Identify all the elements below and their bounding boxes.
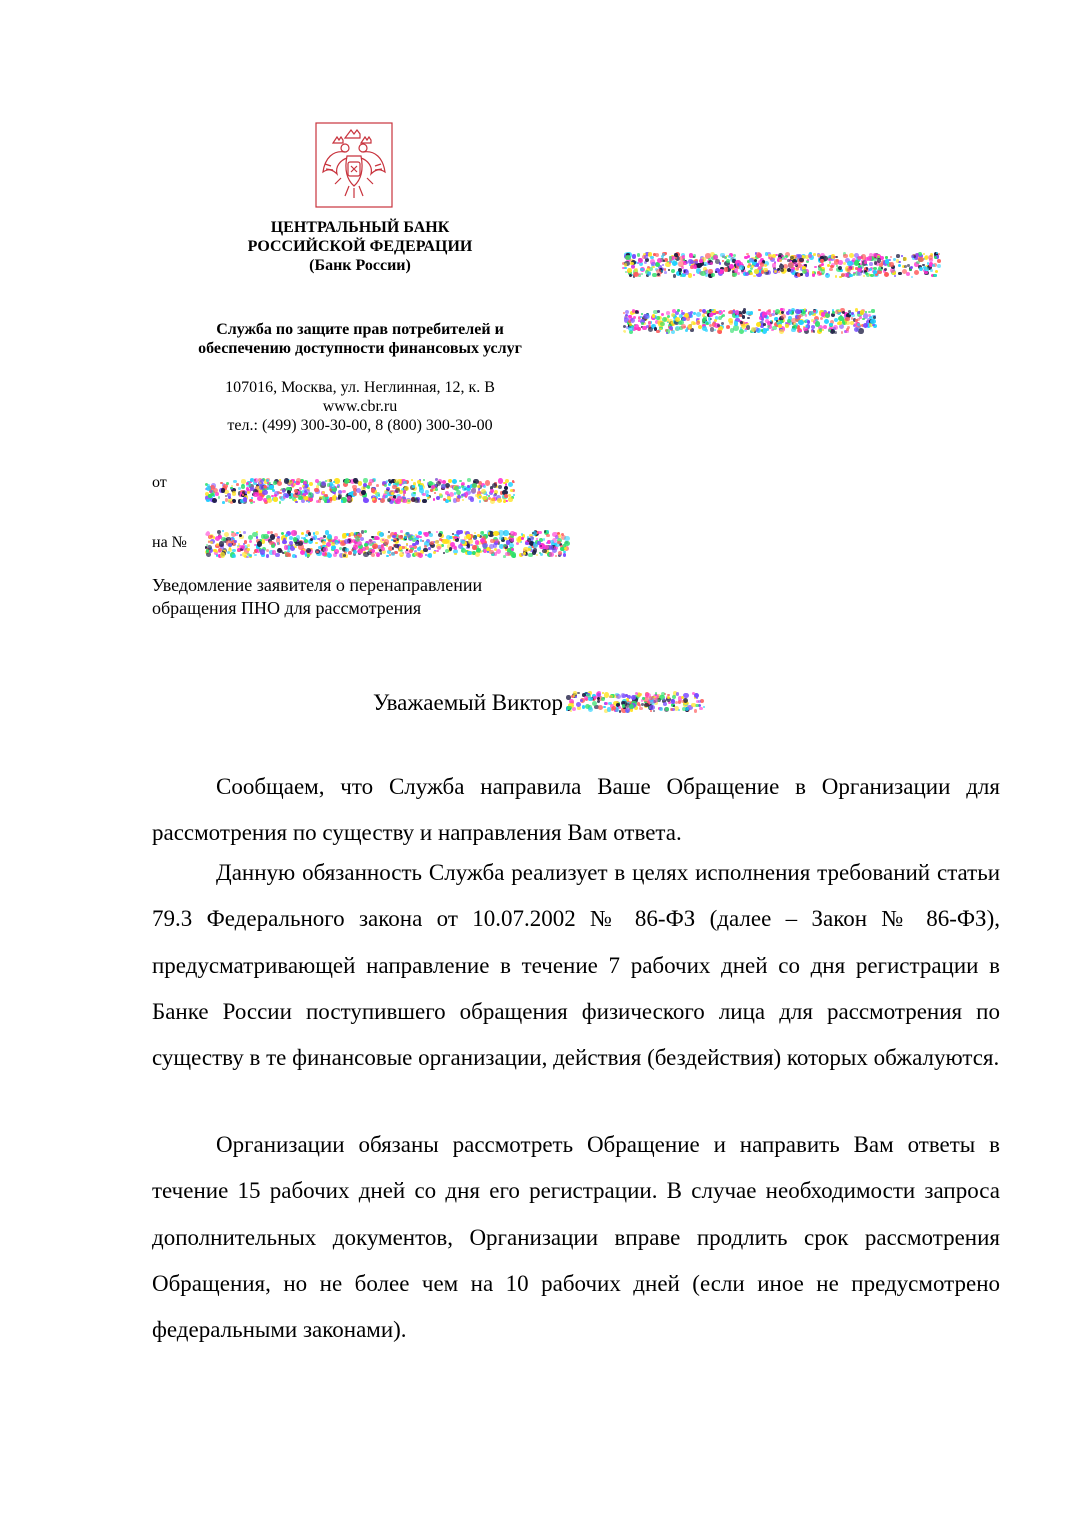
org-name-line2: РОССИЙСКОЙ ФЕДЕРАЦИИ	[247, 238, 473, 255]
body-paragraph-1: Сообщаем, что Служба направила Ваше Обращение в Организации для рассмотрения по существу и направления Вам ответа.	[152, 774, 1000, 846]
redacted-recipient-address	[622, 308, 878, 334]
redacted-patronymic	[565, 691, 707, 713]
letter-subject	[152, 574, 602, 620]
subject-line1: Уведомление заявителя о перенаправлении	[152, 575, 483, 595]
redacted-date	[205, 478, 515, 504]
address-block	[160, 378, 560, 435]
service-line2: обеспечению доступности финансовых услуг	[198, 340, 522, 357]
org-short-name: (Банк России)	[309, 257, 411, 274]
address: 107016, Москва, ул. Неглинная, 12, к. В	[225, 379, 495, 396]
salutation-text: Уважаемый Виктор	[372, 690, 564, 715]
redacted-reference-number	[205, 530, 570, 558]
coat-of-arms-emblem	[315, 122, 393, 208]
from-date-label: от	[152, 474, 167, 491]
organization-title	[160, 218, 560, 275]
service-line1: Служба по защите прав потребителей и	[216, 321, 504, 338]
salutation	[0, 690, 1080, 716]
russian-coat-of-arms-icon	[315, 122, 393, 208]
org-name-line1: ЦЕНТРАЛЬНЫЙ БАНК	[270, 219, 450, 236]
body-paragraph-2: Данную обязанность Служба реализует в целях исполнения требований статьи 79.3 Федерального закона от 10.07.2002 № 86-ФЗ (далее – Закон № 86-ФЗ), предусматривающей направление в течение 7 рабочих дней со дня регистрации в Банке России поступившего обращения физического лица для рассмотрения по существу в те финансовые организации, действия (бездействия) которых обжалуются.	[152, 860, 1000, 1071]
body-paragraph-3: Организации обязаны рассмотреть Обращение и направить Вам ответы в течение 15 рабочих дней со дня его регистрации. В случае необходимости запроса дополнительных документов, Организации вправе продлить срок рассмотрения Обращения, но не более чем на 10 рабочих дней (если иное не предусмотрено федеральными законами).	[152, 1132, 1000, 1343]
redacted-recipient-name	[622, 252, 942, 278]
reference-number-label: на №	[152, 534, 187, 551]
phones: тел.: (499) 300-30-00, 8 (800) 300-30-00	[227, 417, 493, 434]
subject-line2: обращения ПНО для рассмотрения	[152, 598, 422, 618]
service-title	[160, 320, 560, 358]
website: www.cbr.ru	[322, 398, 398, 415]
